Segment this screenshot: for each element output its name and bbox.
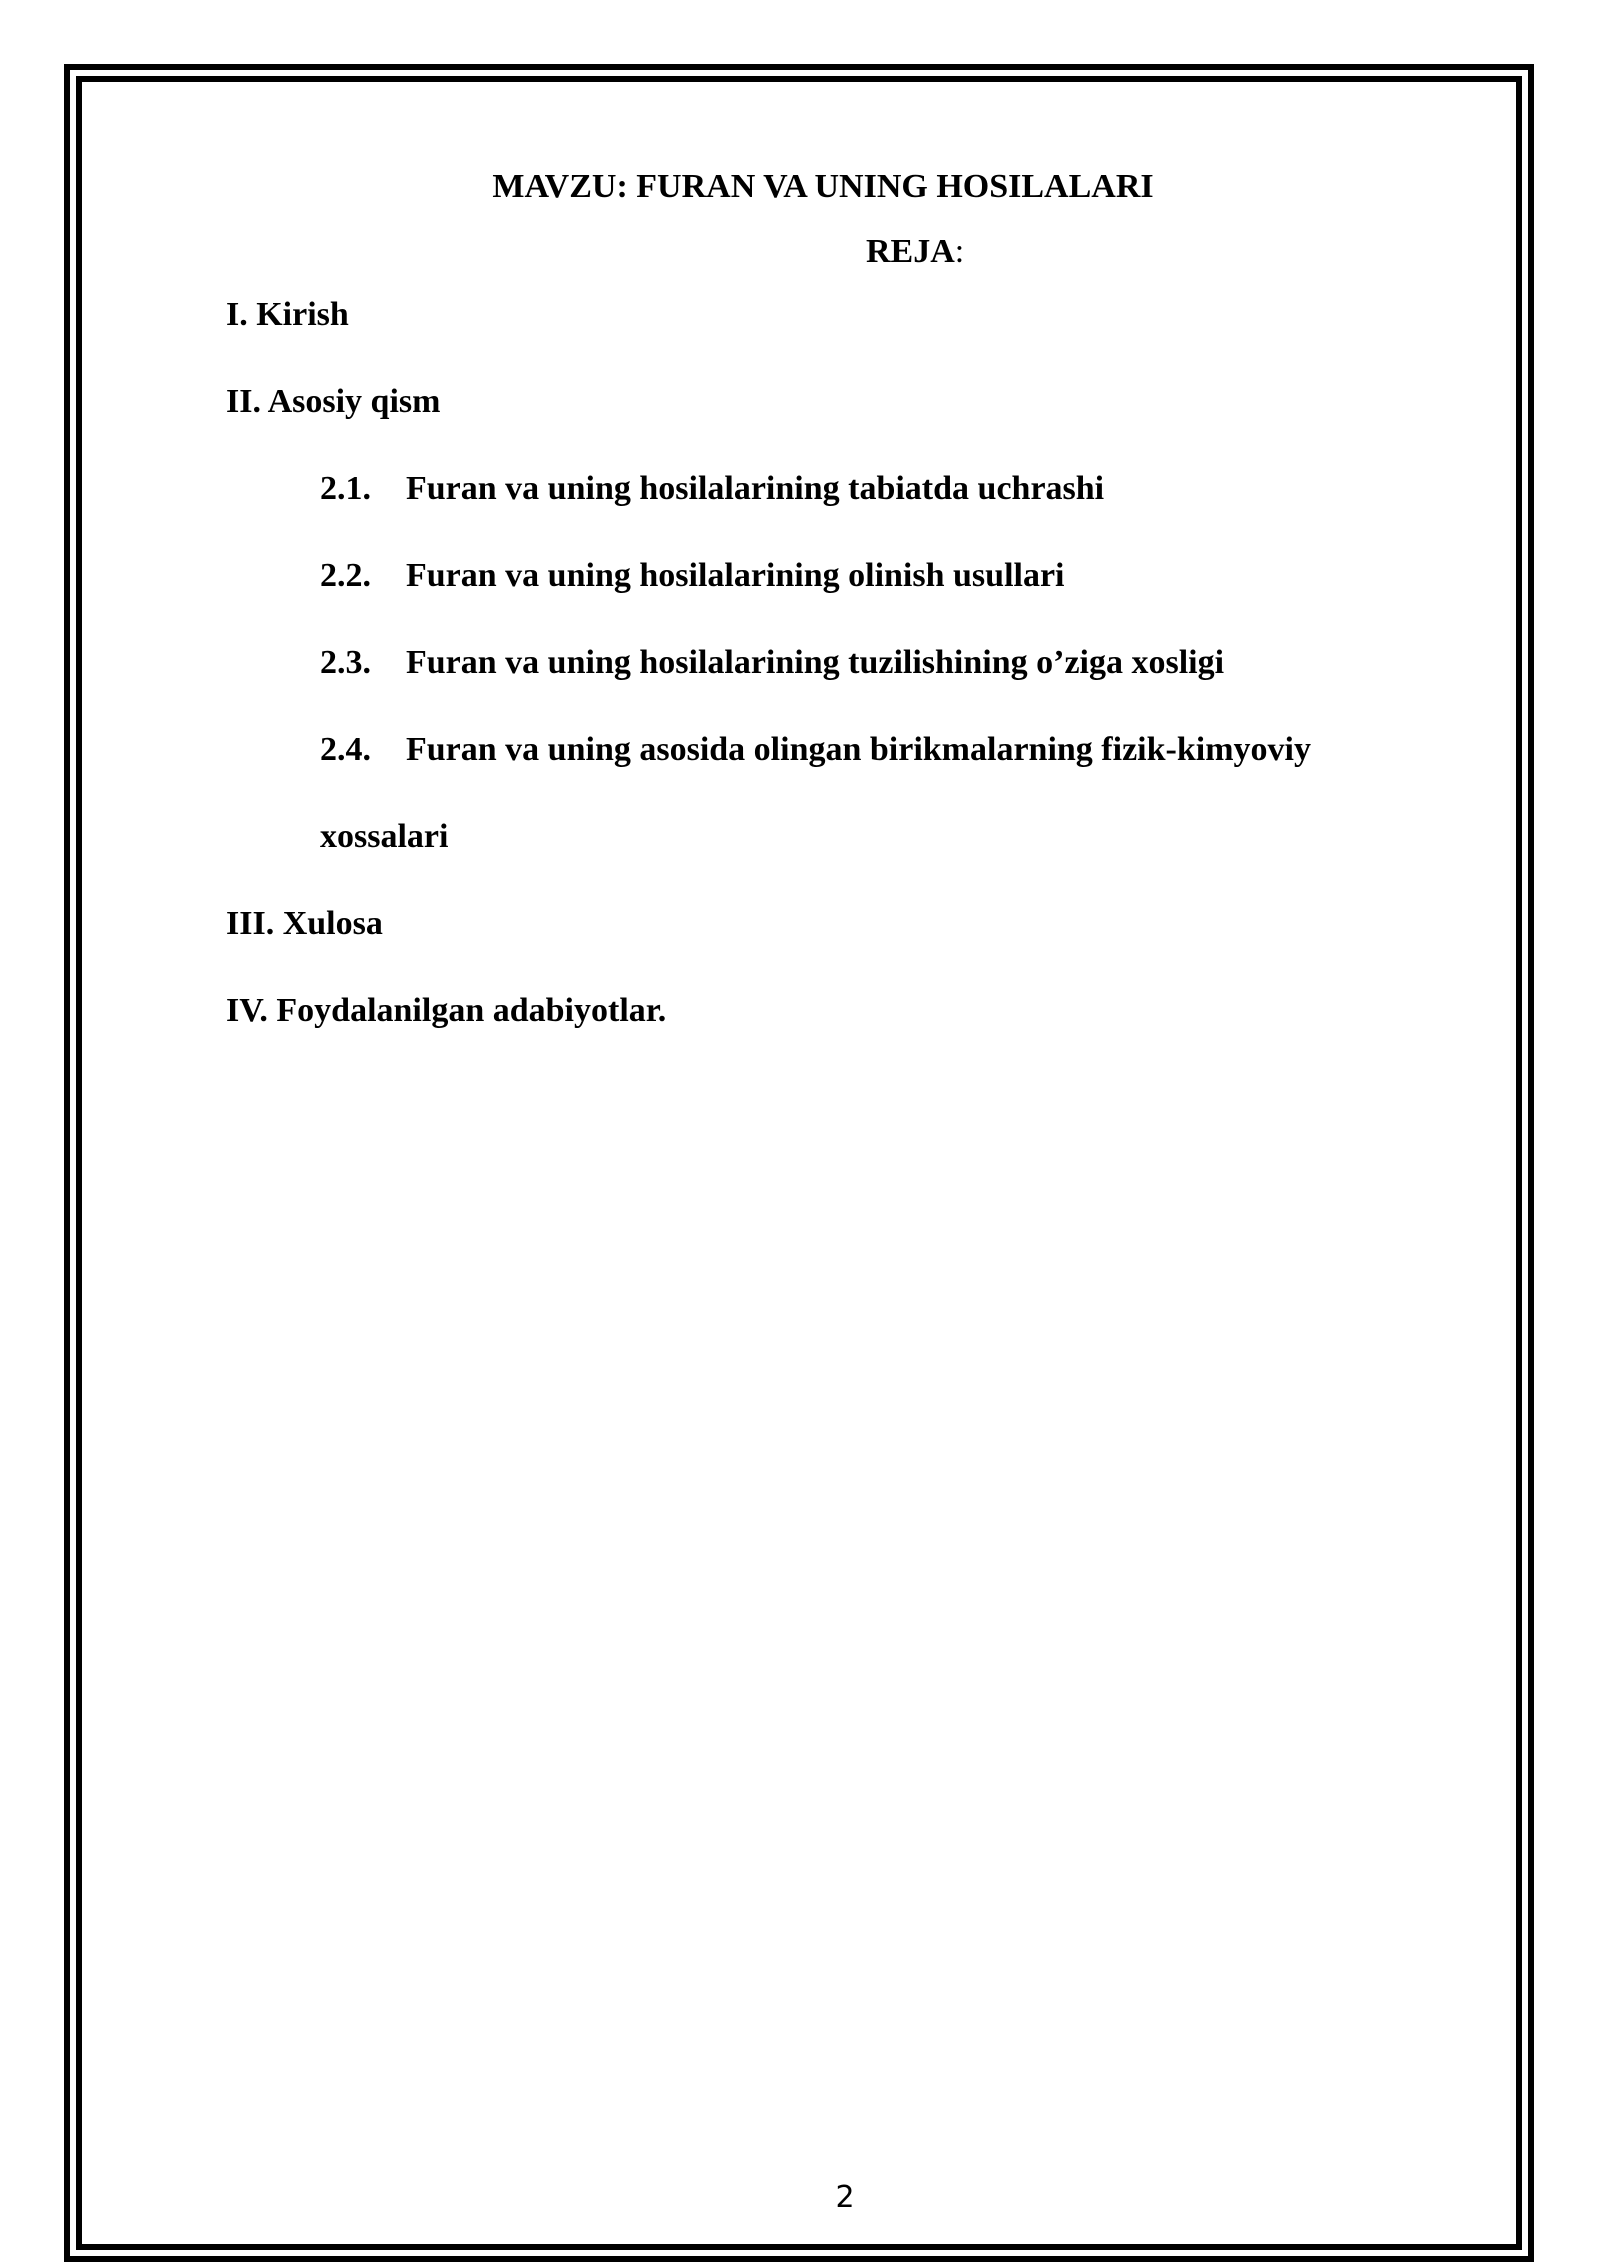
subsection-2-2 xyxy=(320,555,1065,597)
plan-heading-text: REJA xyxy=(866,233,955,270)
subsection-2-1 xyxy=(320,468,1104,510)
subsection-number: 2.3. xyxy=(320,644,371,681)
subsection-2-4-continuation: xossalari xyxy=(320,818,449,855)
plan-heading-colon: : xyxy=(954,233,965,270)
section-introduction: I. Kirish xyxy=(226,296,349,333)
subsection-2-3 xyxy=(320,642,1224,684)
document-title: MAVZU: FURAN VA UNING HOSILALARI xyxy=(492,168,1154,205)
subsection-number: 2.1. xyxy=(320,470,371,507)
subsection-text: Furan va uning hosilalarining olinish usullari xyxy=(406,557,1065,594)
section-conclusion: III. Xulosa xyxy=(226,905,383,942)
subsection-text: Furan va uning hosilalarining tabiatda uchrashi xyxy=(406,470,1105,507)
section-references: IV. Foydalanilgan adabiyotlar. xyxy=(226,992,667,1029)
subsection-text: Furan va uning asosida olingan birikmalarning fizik-kimyoviy xyxy=(406,731,1311,768)
subsection-number: 2.4. xyxy=(320,731,371,768)
section-main-part: II. Asosiy qism xyxy=(226,383,441,420)
subsection-number: 2.2. xyxy=(320,557,371,594)
page-number: 2 xyxy=(835,2180,855,2215)
subsection-text: Furan va uning hosilalarining tuzilishining o’ziga xosligi xyxy=(406,644,1225,681)
subsection-2-4 xyxy=(320,729,1311,771)
plan-heading xyxy=(866,231,964,273)
